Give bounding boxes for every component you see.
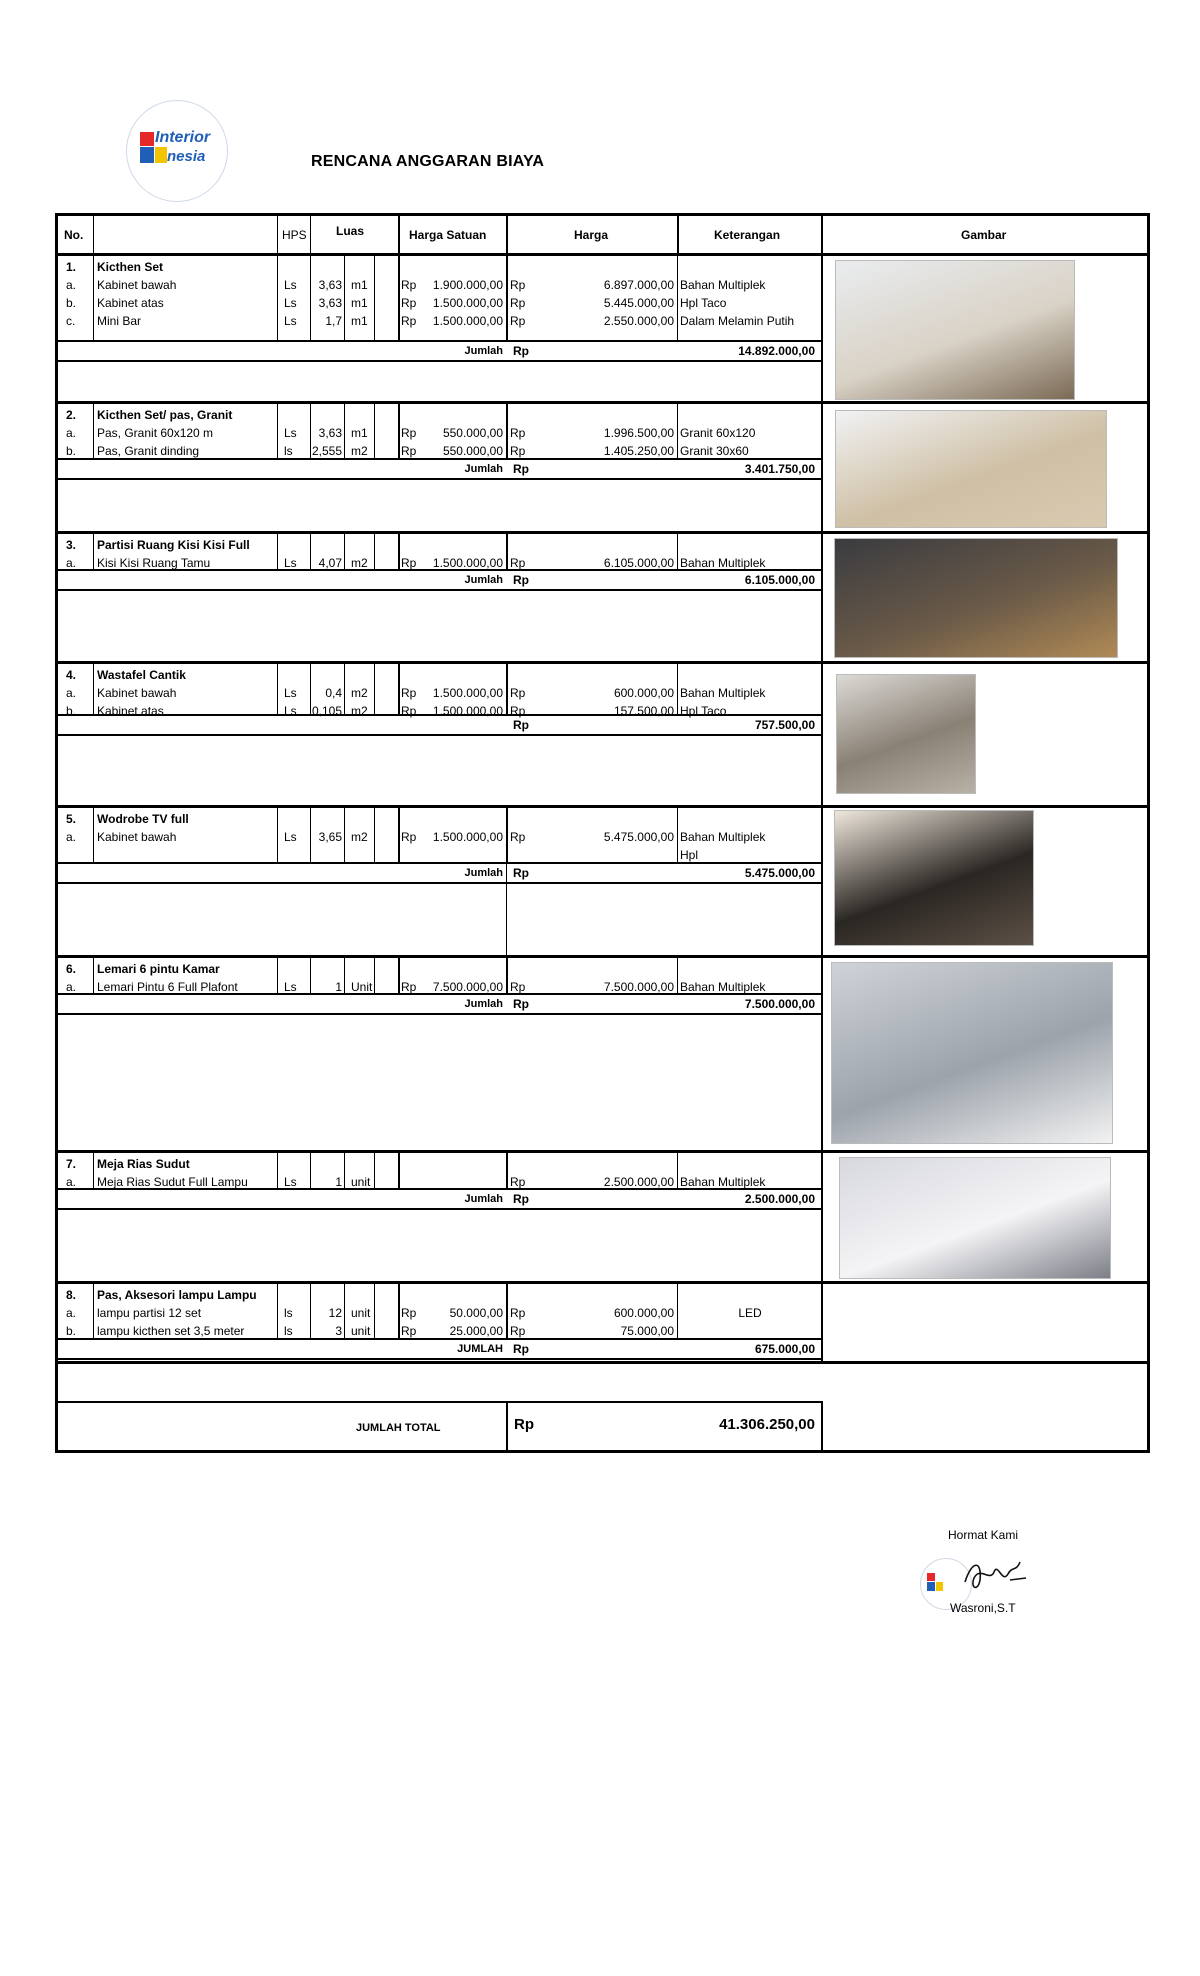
item-name: Lemari Pintu 6 Full Plafont [97, 980, 238, 994]
item-keterangan: Hpl Taco [680, 704, 727, 718]
item-name: Pas, Granit 60x120 m [97, 426, 214, 440]
item-rp-harga: Rp [510, 296, 526, 310]
item-luas: 4,07 [318, 556, 342, 570]
item-harga: 7.500.000,00 [603, 980, 674, 994]
item-harga: 5.445.000,00 [603, 296, 674, 310]
item-unit: unit [351, 1324, 371, 1338]
item-name: Kabinet bawah [97, 830, 177, 844]
item-keterangan: Bahan Multiplek [680, 556, 766, 570]
item-harga-satuan: 550.000,00 [442, 444, 503, 458]
item-hps: Ls [284, 704, 297, 718]
section-photo [831, 962, 1113, 1144]
item-harga-satuan: 1.500.000,00 [432, 296, 503, 310]
item-unit: m2 [351, 686, 368, 700]
section-number: 8. [66, 1288, 77, 1302]
item-luas: 3,65 [318, 830, 342, 844]
item-letter: b. [66, 296, 77, 310]
signature-scribble [960, 1552, 1030, 1602]
item-name: Kabinet atas [97, 704, 164, 718]
section-total-value: 675.000,00 [754, 1342, 815, 1356]
item-unit: unit [351, 1306, 371, 1320]
section-total-rp: Rp [513, 344, 529, 358]
logo-text-line1: Interior [155, 129, 211, 146]
item-unit: Unit [351, 980, 373, 994]
section-number: 1. [66, 260, 77, 274]
section-number: 4. [66, 668, 77, 682]
section-total-label: Jumlah [464, 1193, 503, 1205]
section-3 [58, 534, 1147, 664]
section-photo [835, 260, 1075, 400]
item-rp-satuan: Rp [401, 444, 417, 458]
section-1 [58, 256, 1147, 404]
item-hps: Ls [284, 556, 297, 570]
item-harga: 157.500,00 [613, 704, 674, 718]
signature-greeting: Hormat Kami [948, 1528, 1019, 1542]
section-2 [58, 404, 1147, 534]
header-luas: Luas [336, 224, 365, 238]
item-rp-harga: Rp [510, 1306, 526, 1320]
item-keterangan: Hpl Taco [680, 296, 727, 310]
item-hps: Ls [284, 296, 297, 310]
grand-total-rp: Rp [514, 1416, 534, 1433]
item-name: Mini Bar [97, 314, 142, 328]
item-keterangan: Dalam Melamin Putih [680, 314, 795, 328]
item-letter: b. [66, 1324, 77, 1338]
item-hps: Ls [284, 830, 297, 844]
item-luas: 1 [335, 980, 342, 994]
logo-text-line2: nesia [167, 148, 206, 165]
section-total-rp: Rp [513, 1192, 529, 1206]
item-harga-satuan: 50.000,00 [449, 1306, 503, 1320]
item-rp-satuan: Rp [401, 1324, 417, 1338]
item-hps: Ls [284, 980, 297, 994]
item-rp-harga: Rp [510, 444, 526, 458]
item-rp-harga: Rp [510, 1175, 526, 1189]
section-total-value: 5.475.000,00 [744, 866, 815, 880]
item-harga-satuan: 7.500.000,00 [432, 980, 503, 994]
item-harga-satuan: 1.500.000,00 [432, 314, 503, 328]
section-total-rp: Rp [513, 997, 529, 1011]
company-logo [126, 100, 228, 202]
item-rp-harga: Rp [510, 830, 526, 844]
item-letter: a. [66, 556, 77, 570]
item-luas: 0,4 [325, 686, 342, 700]
item-unit: m1 [351, 278, 368, 292]
section-title: Pas, Aksesori lampu Lampu [97, 1288, 257, 1302]
item-rp-satuan: Rp [401, 426, 417, 440]
item-unit: m2 [351, 704, 368, 718]
item-name: lampu partisi 12 set [97, 1306, 202, 1320]
item-harga: 1.996.500,00 [603, 426, 674, 440]
item-hps: ls [284, 1324, 293, 1338]
item-letter: a. [66, 830, 77, 844]
item-name: Kabinet bawah [97, 686, 177, 700]
section-6 [58, 958, 1147, 1153]
section-total-rp: Rp [513, 462, 529, 476]
section-total-label: Jumlah [464, 867, 503, 879]
section-number: 5. [66, 812, 77, 826]
section-photo [839, 1157, 1111, 1279]
item-unit: m1 [351, 426, 368, 440]
item-letter: a. [66, 1175, 77, 1189]
section-total-value: 757.500,00 [754, 718, 815, 732]
item-rp-satuan: Rp [401, 556, 417, 570]
section-4 [58, 664, 1147, 808]
item-rp-satuan: Rp [401, 830, 417, 844]
signature-block [920, 1528, 1040, 1628]
header-harga: Harga [574, 228, 609, 242]
item-keterangan: Bahan Multiplek [680, 1175, 766, 1189]
section-total-value: 6.105.000,00 [744, 573, 815, 587]
item-letter: a. [66, 278, 77, 292]
section-number: 3. [66, 538, 77, 552]
section-number: 7. [66, 1157, 77, 1171]
section-photo [834, 810, 1034, 946]
item-harga: 75.000,00 [620, 1324, 674, 1338]
item-unit: m2 [351, 830, 368, 844]
item-luas: 3,63 [318, 296, 342, 310]
item-harga: 2.500.000,00 [603, 1175, 674, 1189]
grand-total-value: 41.306.250,00 [719, 1416, 815, 1433]
item-rp-satuan: Rp [401, 296, 417, 310]
header-gambar: Gambar [961, 228, 1007, 242]
item-harga: 600.000,00 [613, 686, 674, 700]
item-letter: b. [66, 704, 77, 718]
section-total-label: Jumlah [464, 463, 503, 475]
item-hps: Ls [284, 278, 297, 292]
item-luas: 3 [335, 1324, 342, 1338]
section-title: Kicthen Set/ pas, Granit [97, 408, 233, 422]
section-title: Wastafel Cantik [97, 668, 186, 682]
logo-blue-square [140, 147, 154, 163]
item-harga: 600.000,00 [613, 1306, 674, 1320]
item-harga-satuan: 25.000,00 [449, 1324, 503, 1338]
item-name: Pas, Granit dinding [97, 444, 200, 458]
item-letter: c. [66, 314, 76, 328]
item-hps: ls [284, 1306, 293, 1320]
item-keterangan: LED [738, 1306, 762, 1320]
section-total-rp: Rp [513, 718, 529, 732]
item-unit: unit [351, 1175, 371, 1189]
item-harga: 2.550.000,00 [603, 314, 674, 328]
item-harga: 1.405.250,00 [603, 444, 674, 458]
section-title: Meja Rias Sudut [97, 1157, 190, 1171]
header-harga-satuan: Harga Satuan [409, 228, 487, 242]
table-header [58, 216, 1147, 256]
header-hps: HPS [282, 228, 307, 242]
budget-table [55, 213, 1150, 1453]
item-rp-harga: Rp [510, 426, 526, 440]
item-keterangan: Granit 30x60 [680, 444, 749, 458]
item-harga-satuan: 1.900.000,00 [432, 278, 503, 292]
item-rp-satuan: Rp [401, 686, 417, 700]
item-letter: a. [66, 426, 77, 440]
item-keterangan-2: Hpl [680, 848, 699, 862]
header-keterangan: Keterangan [714, 228, 781, 242]
item-letter: b. [66, 444, 77, 458]
section-title: Partisi Ruang Kisi Kisi Full [97, 538, 250, 552]
item-rp-satuan: Rp [401, 704, 417, 718]
item-harga: 6.105.000,00 [603, 556, 674, 570]
logo-yellow-square [155, 147, 167, 163]
item-unit: m1 [351, 296, 368, 310]
section-photo [836, 674, 976, 794]
header-no: No. [64, 228, 84, 242]
item-keterangan: Bahan Multiplek [680, 830, 766, 844]
section-total-value: 3.401.750,00 [744, 462, 815, 476]
item-letter: a. [66, 686, 77, 700]
section-title: Kicthen Set [97, 260, 164, 274]
item-unit: m1 [351, 314, 368, 328]
item-rp-harga: Rp [510, 1324, 526, 1338]
item-luas: 1,7 [325, 314, 342, 328]
item-luas: 12 [328, 1306, 342, 1320]
section-total-label: Jumlah [464, 998, 503, 1010]
item-hps: Ls [284, 1175, 297, 1189]
section-total-value: 14.892.000,00 [738, 344, 815, 358]
item-luas: 0,105 [312, 704, 343, 718]
item-keterangan: Bahan Multiplek [680, 278, 766, 292]
item-harga: 6.897.000,00 [603, 278, 674, 292]
item-name: Kabinet atas [97, 296, 164, 310]
item-name: Kabinet bawah [97, 278, 177, 292]
section-total-label: Jumlah [464, 345, 503, 357]
item-harga-satuan: 550.000,00 [442, 426, 503, 440]
item-harga-satuan: 1.500.000,00 [432, 556, 503, 570]
item-keterangan: Bahan Multiplek [680, 686, 766, 700]
page-title: RENCANA ANGGARAN BIAYA [311, 153, 545, 170]
item-rp-harga: Rp [510, 980, 526, 994]
section-8 [58, 1284, 1147, 1364]
item-luas: 3,63 [318, 426, 342, 440]
item-rp-harga: Rp [510, 704, 526, 718]
item-harga-satuan: 1.500.000,00 [432, 830, 503, 844]
item-name: lampu kicthen set 3,5 meter [97, 1324, 245, 1338]
item-rp-satuan: Rp [401, 980, 417, 994]
item-keterangan: Granit 60x120 [680, 426, 756, 440]
item-rp-satuan: Rp [401, 278, 417, 292]
section-7 [58, 1153, 1147, 1284]
section-total-label: JUMLAH [457, 1343, 503, 1355]
section-total-rp: Rp [513, 1342, 529, 1356]
section-title: Lemari 6 pintu Kamar [97, 962, 220, 976]
item-unit: m2 [351, 444, 368, 458]
section-total-rp: Rp [513, 573, 529, 587]
item-rp-harga: Rp [510, 556, 526, 570]
item-luas: 1 [335, 1175, 342, 1189]
item-name: Meja Rias Sudut Full Lampu [97, 1175, 248, 1189]
item-hps: Ls [284, 426, 297, 440]
section-photo [835, 410, 1107, 528]
item-hps: Ls [284, 686, 297, 700]
logo-red-square [140, 132, 154, 146]
item-rp-harga: Rp [510, 278, 526, 292]
section-title: Wodrobe TV full [97, 812, 189, 826]
item-rp-satuan: Rp [401, 1306, 417, 1320]
item-rp-harga: Rp [510, 686, 526, 700]
item-luas: 3,63 [318, 278, 342, 292]
section-total-value: 7.500.000,00 [744, 997, 815, 1011]
item-harga: 5.475.000,00 [603, 830, 674, 844]
item-keterangan: Bahan Multiplek [680, 980, 766, 994]
item-letter: a. [66, 1306, 77, 1320]
section-total-label: Jumlah [464, 574, 503, 586]
item-rp-harga: Rp [510, 314, 526, 328]
section-total-rp: Rp [513, 866, 529, 880]
item-harga-satuan: 1.500.000,00 [432, 686, 503, 700]
section-number: 2. [66, 408, 77, 422]
section-5 [58, 808, 1147, 958]
item-name: Kisi Kisi Ruang Tamu [97, 556, 211, 570]
item-hps: Ls [284, 314, 297, 328]
item-letter: a. [66, 980, 77, 994]
grand-total-row [58, 1401, 1147, 1453]
section-photo [834, 538, 1118, 658]
item-luas: 2,555 [312, 444, 343, 458]
item-unit: m2 [351, 556, 368, 570]
section-number: 6. [66, 962, 77, 976]
item-rp-satuan: Rp [401, 314, 417, 328]
item-harga-satuan: 1.500.000,00 [432, 704, 503, 718]
item-hps: ls [284, 444, 293, 458]
grand-total-label: JUMLAH TOTAL [356, 1422, 441, 1434]
signature-name: Wasroni,S.T [950, 1601, 1016, 1615]
section-total-value: 2.500.000,00 [744, 1192, 815, 1206]
